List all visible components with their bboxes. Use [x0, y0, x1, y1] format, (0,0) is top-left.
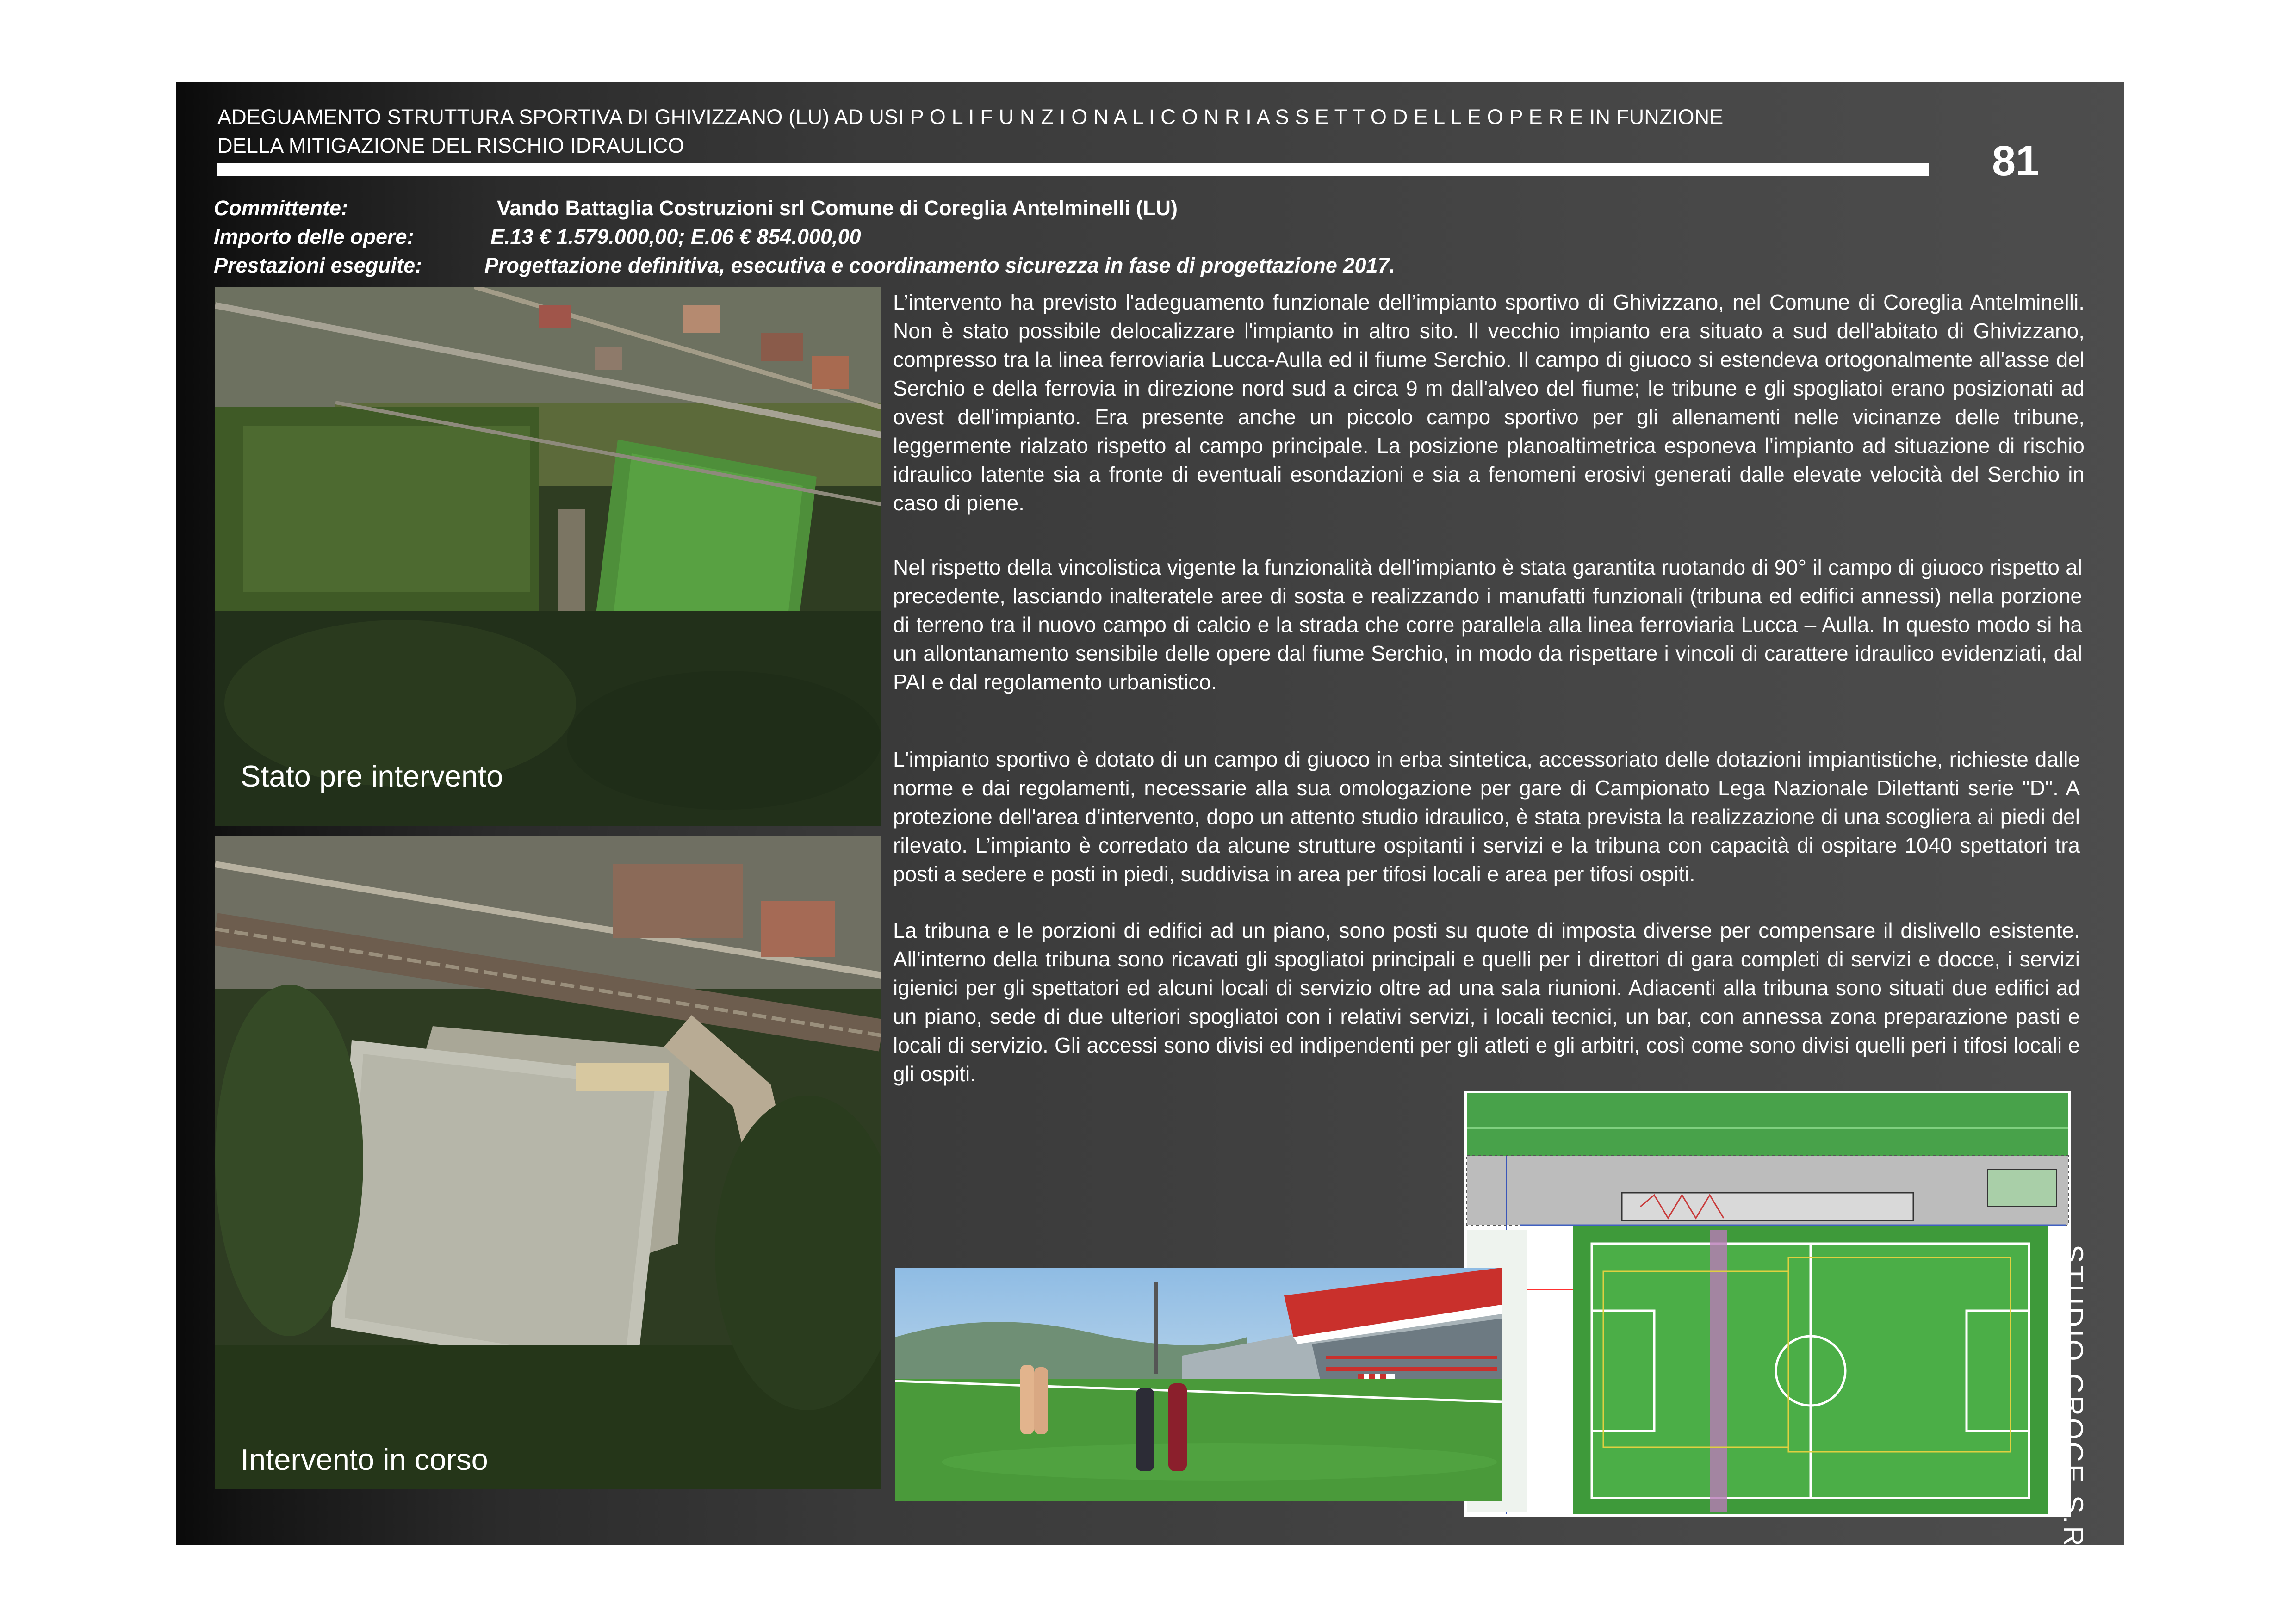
services-value: Progettazione definitiva, esecutiva e coordinamento sicurezza in fase di progettazione 2017.	[484, 254, 1396, 277]
stadium-render	[895, 1268, 1502, 1501]
description-paragraph-1: L’intervento ha previsto l'adeguamento funzionale dell’impianto sportivo di Ghivizzano, nel Comune di Coreglia Antelminelli. Non è stato possibile delocalizzare l'impianto in altro sito. Il vecchio impianto era situato a sud dell'abitato di Ghivizzano, compresso tra la linea ferroviaria Lucca-Aulla ed il fiume Serchio. Il campo di giuoco si estendeva ortogonalmente all'asse del Serchio e della ferrovia in direzione nord sud a circa 9 m dall'alveo del fiume; le tribune e gli spogliatoi erano posizionati ad ovest dell'impianto. Era presente anche un piccolo campo sportivo per gli allenamenti nelle vicinanze delle tribune, leggermente rialzato rispetto al campo principale. La posizione planoaltimetrica esponeva l'impianto ad situazione di rischio idraulico latente sia a fronte di eventuali esondazioni e sia a fenomeni erosivi generati dalle elevate velocità del Serchio in caso di piene.	[893, 290, 2085, 515]
caption-pre-intervention: Stato pre intervento	[241, 759, 503, 793]
description-paragraph-4: La tribuna e le porzioni di edifici ad un piano, sono posti su quote di imposta diverse per compensare il dislivello esistente. All'interno della tribuna sono ricavati gli spogliatoi principali e quelli per i direttori di gara completi di servizi e docce, i servizi igienici per gli spettatori ed alcuni locali di servizio oltre ad una sala riunioni. Adiacenti alla tribuna sono situati due edifici ad un piano, sede di due ulteriori spogliatoi con i relativi servizi, i locali tecnici, un bar, con annessa zona preparazione pasti e locali di servizio. Gli accessi sono divisi ed indipendenti per gli atleti e gli arbitri, così come sono divisi quelli peri i tifosi locali e gli ospiti.	[893, 918, 2080, 1086]
site-plan-drawing	[1464, 1091, 2071, 1517]
page-number: 81	[1992, 137, 2040, 185]
amount-label: Importo delle opere:	[214, 225, 414, 248]
project-title	[217, 103, 1930, 160]
aerial-photo-during	[215, 836, 881, 1489]
description-paragraph-3: L'impianto sportivo è dotato di un campo di giuoco in erba sintetica, accessoriato delle dotazioni impiantistiche, richieste dalle norme e dai regolamenti, necessarie alla sua omologazione per gare di Campionato Lega Nazionale Dilettanti serie "D". A protezione dell'area d'intervento, dopo un attento studio idraulico, è stata prevista la realizzazione di una scogliera ai piedi del rilevato. L’impianto è corredato da alcune strutture ospitanti i servizi e la tribuna con capacità di ospitare 1040 spettatori tra posti a sedere e posti in piedi, suddivisa in area per tifosi locali e area per tifosi ospiti.	[893, 747, 2080, 886]
client-label: Committente:	[214, 196, 348, 220]
client-value: Vando Battaglia Costruzioni srl Comune di Coreglia Antelminelli (LU)	[497, 196, 1178, 220]
services-label: Prestazioni eseguite:	[214, 254, 422, 277]
title-line-1: ADEGUAMENTO STRUTTURA SPORTIVA DI GHIVIZZANO (LU) AD USI P O L I F U N Z I O N A L I C O N R I A S S E T T O D E L L E O P E R E IN FUNZIONE	[217, 105, 1724, 129]
amount-value: E.13 € 1.579.000,00; E.06 € 854.000,00	[490, 225, 861, 248]
title-rule	[217, 163, 1929, 176]
studio-label-vertical: STUDIO CROCE S.R.L.	[2058, 1245, 2089, 1586]
title-line-2: DELLA MITIGAZIONE DEL RISCHIO IDRAULICO	[217, 134, 684, 157]
caption-during-intervention: Intervento in corso	[241, 1443, 488, 1476]
description-paragraph-2: Nel rispetto della vincolistica vigente la funzionalità dell'impianto è stata garantita ruotando di 90° il campo di giuoco rispetto al precedente, lasciando inalteratele aree di sosta e realizzando i manufatti funzionali (tribuna ed edifici annessi) nella porzione di terreno tra il nuovo campo di calcio e la strada che corre parallela alla linea ferroviaria Lucca – Aulla. In questo modo si ha un allontanamento sensibile delle opere dal fiume Serchio, in modo da rispettare i vincoli di carattere idraulico evidenziati, dal PAI e dal regolamento urbanistico.	[893, 555, 2082, 694]
aerial-photo-pre	[215, 287, 881, 826]
